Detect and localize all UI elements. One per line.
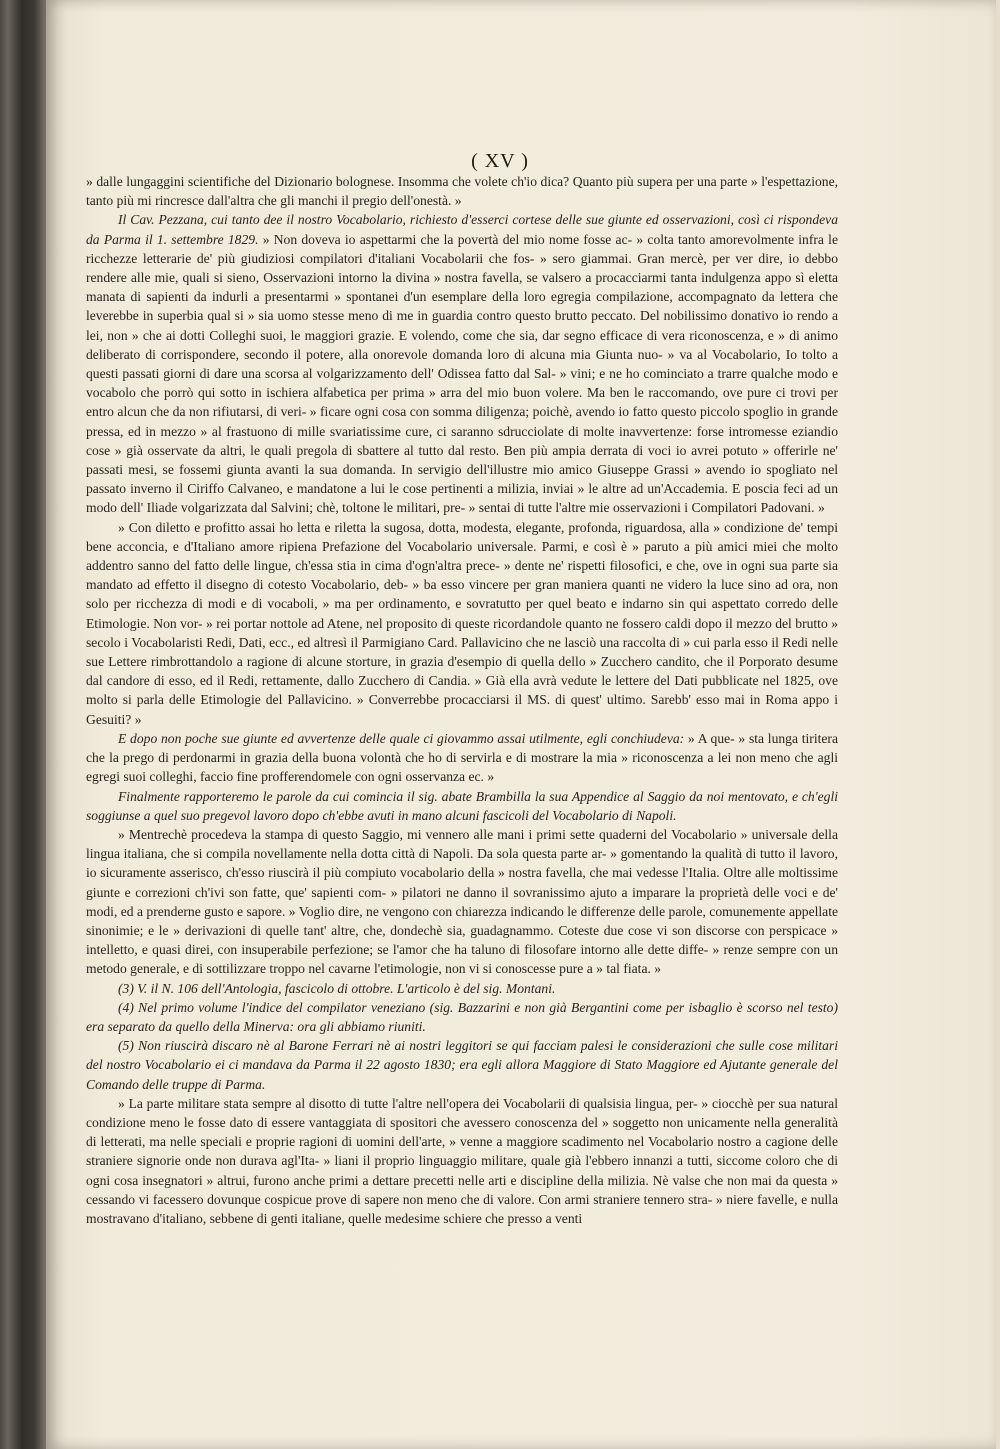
footnote-5: (5) Non riuscirà discaro nè al Barone Ferrari nè ai nostri leggitori se qui facciam palesi le considerazioni che sulle cose militari del nostro Vocabolario ei ci mandava da Parma il 22 agosto 1830; era egli allora Maggiore di Stato Maggiore ed Ajutante generale del Comando delle truppe di Parma. bbox=[86, 1038, 838, 1092]
page-number: ( XV ) bbox=[471, 150, 529, 172]
paragraph-4-quote: » A que- » sta lunga tiritera che la prego di perdonarmi in grazia della buona volontà che ho di servirla e di mostrare la mia » riconoscenza a lei non meno che agli egregi suoi colleghi, faccio fine profferendomele con ogni osservanza ec. » bbox=[86, 730, 838, 785]
paragraph-2-intro: Il Cav. Pezzana, cui tanto dee il nostro Vocabolario, richiesto d'esserci cortese delle sue giunte ed osservazioni, così ci rispondeva da Parma il 1. settembre 1829. bbox=[86, 212, 838, 247]
paragraph-4 bbox=[86, 729, 838, 787]
footnote-3: (3) V. il N. 106 dell'Antologia, fascicolo di ottobre. L'articolo è del sig. Montani. bbox=[118, 980, 556, 996]
paragraph-1: » dalle lungaggini scientifiche del Dizionario bolognese. Insomma che volete ch'io dica? Quanto più supera per una parte » l'espettazione, tanto più mi rincresce dall'altra che gli manchi il pregio dell'onestà. » bbox=[86, 174, 838, 209]
footnote-4: (4) Nel primo volume l'indice del compilator veneziano (sig. Bazzarini e non già Bergantini come per isbaglio è scorso nel testo) era separato da quello della Minerva: ora gli abbiamo riuniti. bbox=[86, 999, 838, 1034]
paragraph-7: » La parte militare stata sempre al disotto di tutte l'altre nell'opera dei Vocabolarii di qualsisia lingua, per- » ciocchè per sua natural condizione meno le fosse dato di essere vantaggiata di spositori che avessero conoscenza del » soggetto non unicamente nella generalità di letterati, ma nelle speciali e proprie ragioni di uomini dell'arte, » venne a maggiore scadimento nel Vocabolario nostro a cagione delle straniere signorie onde non durava agl'Ita- » liani il proprio linguaggio militare, quale già l'ebbero innanzi a tutti, siccome coloro che di ogni cosa insegnatori » altrui, furono anche primi a dettare precetti nelle arti e discipline della milizia. Nè valse che non mai da questa » cessando vi facessero dovunque cospicue prove di sapere non meno che di valore. Con armi straniere tennero stra- » niere favelle, e nulla mostravano d'italiano, sebbene di genti italiane, quelle medesime schiere che presso a venti bbox=[86, 1095, 838, 1226]
paragraph-2 bbox=[86, 210, 838, 517]
paragraph-5: Finalmente rapporteremo le parole da cui comincia il sig. abate Brambilla la sua Appendice al Saggio da noi mentovato, e ch'egli soggiunse a quel suo pregevol lavoro dopo ch'ebbe avuti in mano alcuni fascicoli del Vocabolario di Napoli. bbox=[86, 788, 838, 823]
paragraph-3: » Con diletto e profitto assai ho letta e riletta la sugosa, dotta, modesta, elegante, profonda, riguardosa, alla » condizione de' tempi bene acconcia, e d'Italiano amore ripiena Prefazione del Vocabolario universale. Parmi, e così è » paruto a più amici miei che molto addentro sanno del fatto delle lingue, ch'essa stia in cima d'ogn'altra prece- » dente ne' rispetti filosofici, e che, ove in ogni sua parte sia mandato ad effetto il disegno di cotesto Vocabolario, deb- » ba esso vincere per gran maniera quanti ne videro la luce sino ad ora, non solo per ricchezza di modi e di vocaboli, » ma per ordinamento, e sovratutto per quel beato e indarno sin qui aspettato corredo delle Etimologie. Non vor- » rei portar nottole ad Atene, nel proposito di queste ricordandole quanto ne fossero caldi dopo il mezzo del brutto » secolo i Vocabolaristi Redi, Dati, ecc., ed altresì il Parmigiano Card. Pallavicino che ne lasciò una raccolta di » cui parla esso il Redi nelle sue Lettere rimbrottandolo a ragione di alcune storture, in grazia d'esempio di quella dello » Zucchero candito, che il Porporato desume dal candore di esso, ed il Redi, rettamente, dallo Zucchero di Candia. » Già ella avrà vedute le lettere del Dati pubblicate nel 1825, ove molto si parla delle Etimologie del Pallavicino. » Converrebbe procacciarsi il MS. di quest' ultimo. Sarebb' esso mai in Roma appo i Gesuiti? » bbox=[86, 519, 838, 727]
page-text bbox=[86, 172, 838, 1228]
paragraph-4-intro: E dopo non poche sue giunte ed avvertenze delle quale ci giovammo assai utilmente, egli conchiudeva: bbox=[118, 730, 685, 746]
book-binding-edge bbox=[0, 0, 46, 1449]
paragraph-6: » Mentrechè procedeva la stampa di questo Saggio, mi vennero alle mani i primi sette quaderni del Vocabolario » universale della lingua italiana, che si compila novellamente nella dotta città di Napoli. Da sola questa parte ar- » gomentando la qualità di tutto il lavoro, io sicuramente asserisco, ch'esso riuscirà il più compiuto vocabolario della » nostra favella, che mai vedesse l'Italia. Oltre alle moltissime giunte e correzioni ch'ivi son fatte, que' sapienti com- » pilatori ne danno il sovranissimo ajuto a imparare la proprietà delle voci e de' modi, ed a prenderne gusto e sapore. » Voglio dire, ne vengono con chiarezza indicando le differenze delle parole, comunemente appellate sinonimie; e le » derivazioni di quelle tant' altre, che, dondechè sia, guadagnammo. Coteste due cose vi son discorse con perspicace » intelletto, e quasi direi, con insuperabile perfezione; se l'amor che ha taluno di filosofare intorno alle dette diffe- » renze sempre con un metodo generale, e di sottilizzare troppo nel cavarne l'etimologie, non vi si conoscesse pure a » tal fiata. » bbox=[86, 826, 838, 977]
paragraph-2-quote: » Non doveva io aspettarmi che la povertà del mio nome fosse ac- » colta tanto amorevolmente infra le ricchezze letterarie de' più giudiziosi compilatori d'italiani Vocabolarii che fos- » sero giammai. Gran mercè, per ver dire, io debbo rendere alle mie, quali si sieno, Osservazioni intorno la divina » nostra favella, se valsero a procacciarmi tanta indulgenza appo sì eletta manata di sapienti da indurli a presentarmi » spontanei d'un esemplare della loro egregia compilazione, accompagnato da lettera che leverebbe in superbia qual si » sia uomo stesse meno di me in guardia contro questo brutto peccato. Del nobilissimo donativo io rendo a lei, non » che ai dotti Colleghi suoi, le maggiori grazie. E volendo, come che sia, dar segno efficace di vera riconoscenza, e » di animo deliberato di corrispondere, secondo il potere, alla onorevole domanda loro di alcuna mia Giunta nuo- » va al Vocabolario, Io tolto a questi passati giorni di dare una scorsa al volgarizzamento dell' Odissea fatto dal Sal- » vini; e ne ho cominciato a trarre qualche modo e vocabolo che porrò qui sotto in ischiera alfabetica per prima » arra del mio buon volere. Ma ben le raccomando, ove pure ci trovi per entro alcun che da non rifiutarsi, di veri- » ficare ogni cosa con somma diligenza; poichè, avendo io fatto questo piccolo spoglio in grande pressa, ed in mezzo » al frastuono di mille svariatissime cure, ci saranno sdrucciolate di molte inavvertenze: forse intromesse eziandio cose » già osservate da altri, le quali pregola di sbattere al tutto dal resto. Ben più ampia derrata di voci io avrei potuto » offerirle ne' passati mesi, se fossemi giunta avanti la sua domanda. In servigio dell'illustre mio amico Giuseppe Grassi » avendo io spogliato nel passato inverno il Ciriffo Calvaneo, e mandatone a lui le cose pertinenti a milizia, inviai » le altre ad un'Accademia. E poscia feci ad un modo dell' Iliade volgarizzata dal Salvini; chè, toltone le militari, pre- » sentai di tutte l'altre mie osservazioni i Compilatori Padovani. » bbox=[86, 231, 838, 516]
